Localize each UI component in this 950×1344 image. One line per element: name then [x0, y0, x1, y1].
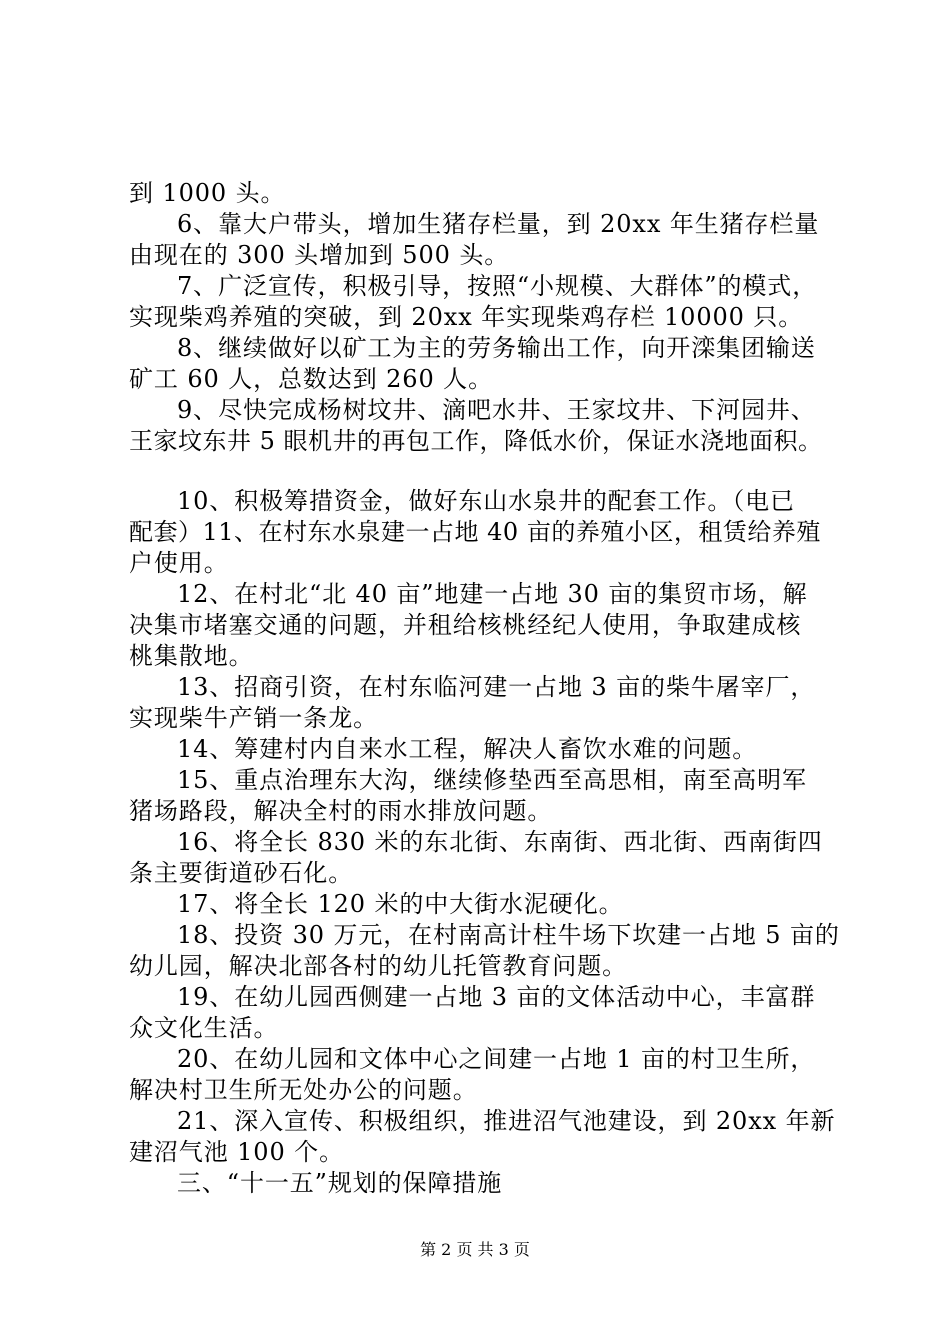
text-line: 19、在幼儿园西侧建一占地 3 亩的文体活动中心，丰富群 — [177, 983, 816, 1011]
text-line: 由现在的 300 头增加到 500 头。 — [129, 241, 510, 269]
text-line: 幼儿园，解决北部各村的幼儿托管教育问题。 — [129, 952, 627, 980]
text-line: 配套）11、在村东水泉建一占地 40 亩的养殖小区，租赁给养殖 — [129, 518, 821, 546]
text-line: 6、靠大户带头，增加生猪存栏量，到 20xx 年生猪存栏量 — [177, 210, 820, 238]
text-line: 16、将全长 830 米的东北街、东南街、西北街、西南街四 — [177, 828, 823, 856]
text-line: 决集市堵塞交通的问题，并租给核桃经纪人使用，争取建成核 — [129, 611, 802, 639]
text-line: 猪场路段，解决全村的雨水排放问题。 — [129, 797, 553, 825]
text-line: 14、筹建村内自来水工程，解决人畜饮水难的问题。 — [177, 735, 758, 763]
text-line: 实现柴鸡养殖的突破，到 20xx 年实现柴鸡存栏 10000 只。 — [129, 303, 804, 331]
text-line: 王家坟东井 5 眼机井的再包工作，降低水价，保证水浇地面积。 — [129, 427, 823, 455]
text-line: 条主要街道砂石化。 — [129, 859, 354, 887]
section-heading: 三、“十一五”规划的保障措施 — [177, 1169, 503, 1197]
text-line: 13、招商引资，在村东临河建一占地 3 亩的柴牛屠宰厂， — [177, 673, 816, 701]
text-line: 矿工 60 人，总数达到 260 人。 — [129, 365, 493, 393]
text-line: 21、深入宣传、积极组织，推进沼气池建设，到 20xx 年新 — [177, 1107, 836, 1135]
text-line: 户使用。 — [129, 549, 229, 577]
text-line: 10、积极筹措资金，做好东山水泉井的配套工作。（电已 — [177, 487, 795, 515]
text-line: 8、继续做好以矿工为主的劳务输出工作，向开滦集团输送 — [177, 334, 816, 362]
text-line: 15、重点治理东大沟，继续修垫西至高思相，南至高明军 — [177, 766, 807, 794]
text-line: 17、将全长 120 米的中大街水泥硬化。 — [177, 890, 624, 918]
text-line: 建沼气池 100 个。 — [129, 1138, 344, 1166]
text-line: 众文化生活。 — [129, 1014, 279, 1042]
page-footer: 第 2 页 共 3 页 — [420, 1240, 530, 1259]
text-line: 实现柴牛产销一条龙。 — [129, 704, 378, 732]
text-line: 12、在村北“北 40 亩”地建一占地 30 亩的集贸市场，解 — [177, 580, 808, 608]
text-line: 7、广泛宣传，积极引导，按照“小规模、大群体”的模式， — [177, 272, 818, 300]
text-line: 桃集散地。 — [129, 642, 254, 670]
text-line: 解决村卫生所无处办公的问题。 — [129, 1076, 478, 1104]
text-line: 9、尽快完成杨树坟井、滴吧水井、王家坟井、下河园井、 — [177, 396, 816, 424]
text-line: 20、在幼儿园和文体中心之间建一占地 1 亩的村卫生所， — [177, 1045, 816, 1073]
text-line: 到 1000 头。 — [129, 179, 286, 207]
text-line: 18、投资 30 万元，在村南高计柱牛场下坎建一占地 5 亩的 — [177, 921, 840, 949]
